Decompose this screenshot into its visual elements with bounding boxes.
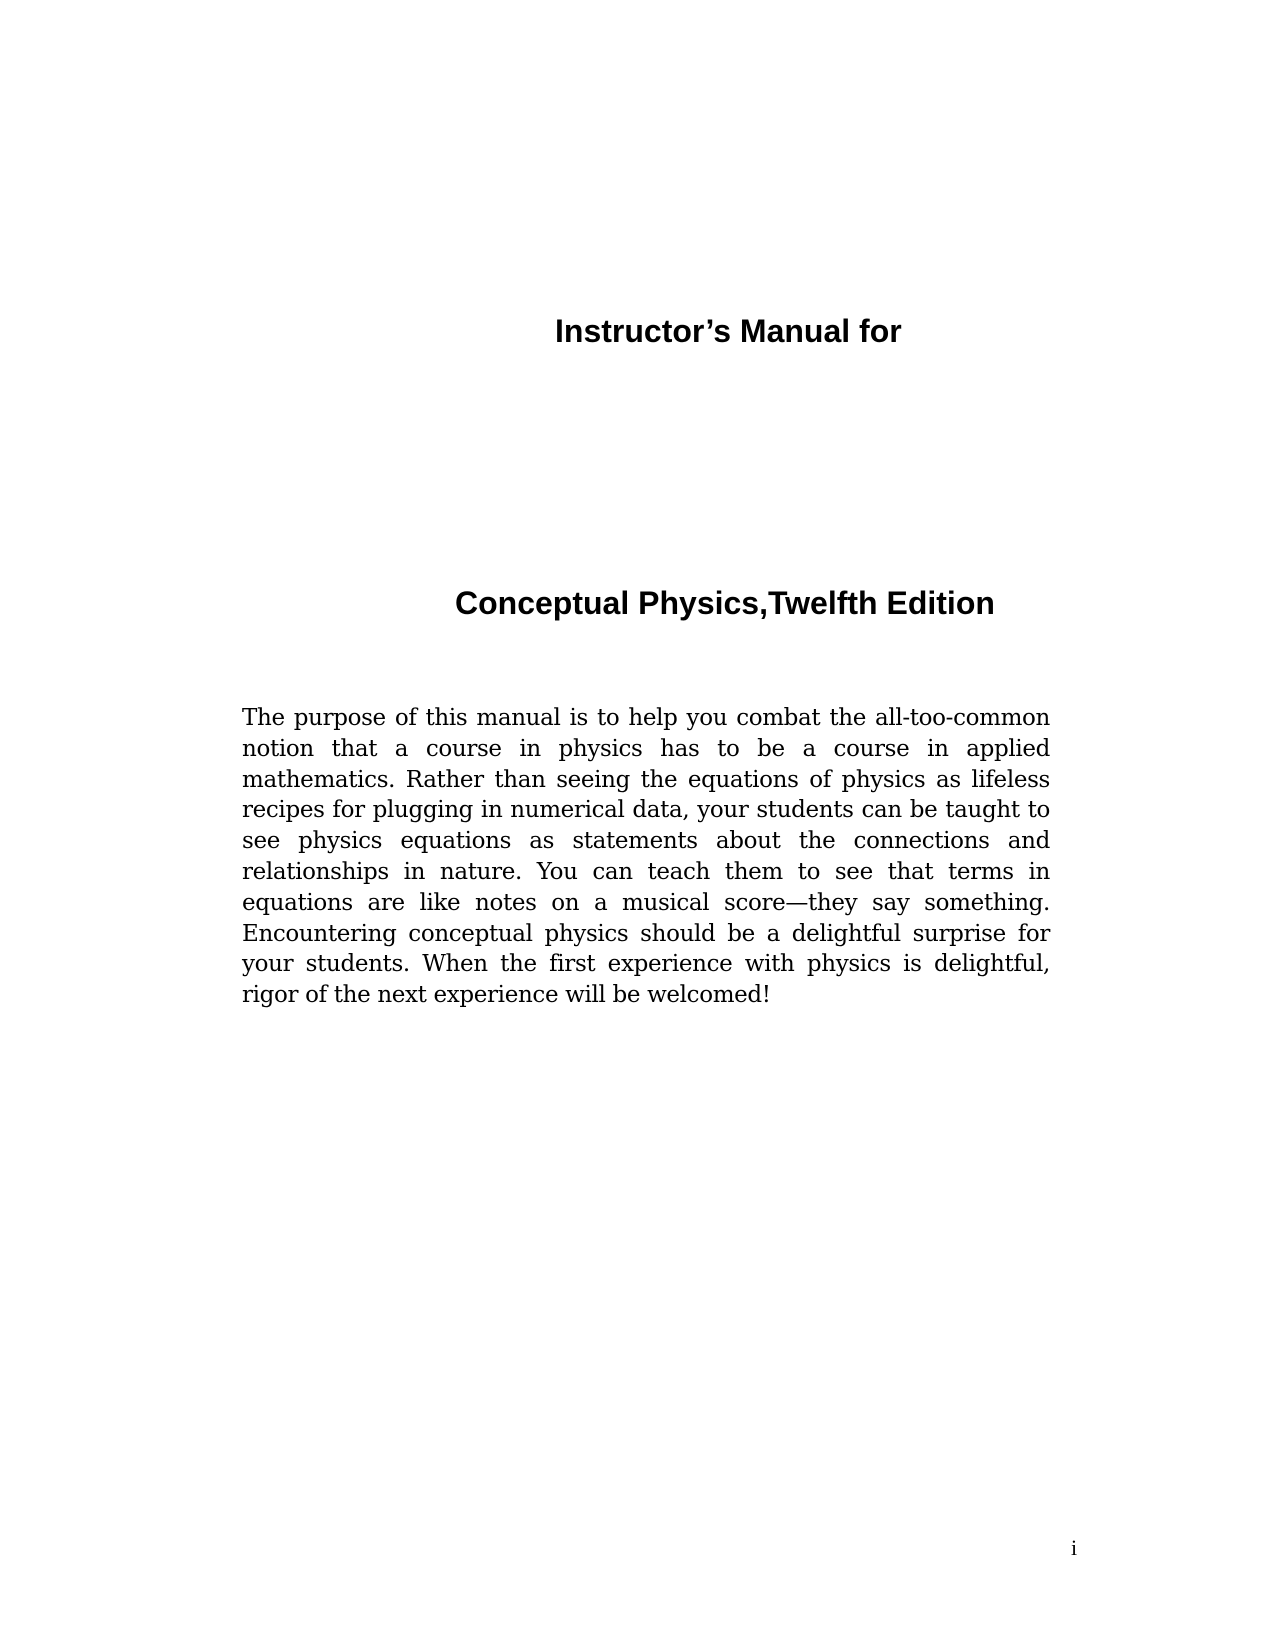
book-title: Conceptual Physics,Twelfth Edition — [455, 585, 995, 621]
manual-title-line-1: Instructor’s Manual for — [555, 313, 902, 349]
page-number: i — [1071, 1535, 1078, 1560]
purpose-paragraph: The purpose of this manual is to help you combat the all-too-common notion that a course in physics has to be a course in applied mathematics. Rather than seeing the equations of physics as lifeless recipes for plugging in numerical data, your students can be taught to see physics equations as statements about the connections and relationships in nature. You can teach them to see that terms in equations are like notes on a musical score—they say something. Encountering conceptual physics should be a delightful surprise for your students. When the first experience with physics is delightful, rigor of the next experience will be welcomed! — [242, 705, 1050, 1009]
